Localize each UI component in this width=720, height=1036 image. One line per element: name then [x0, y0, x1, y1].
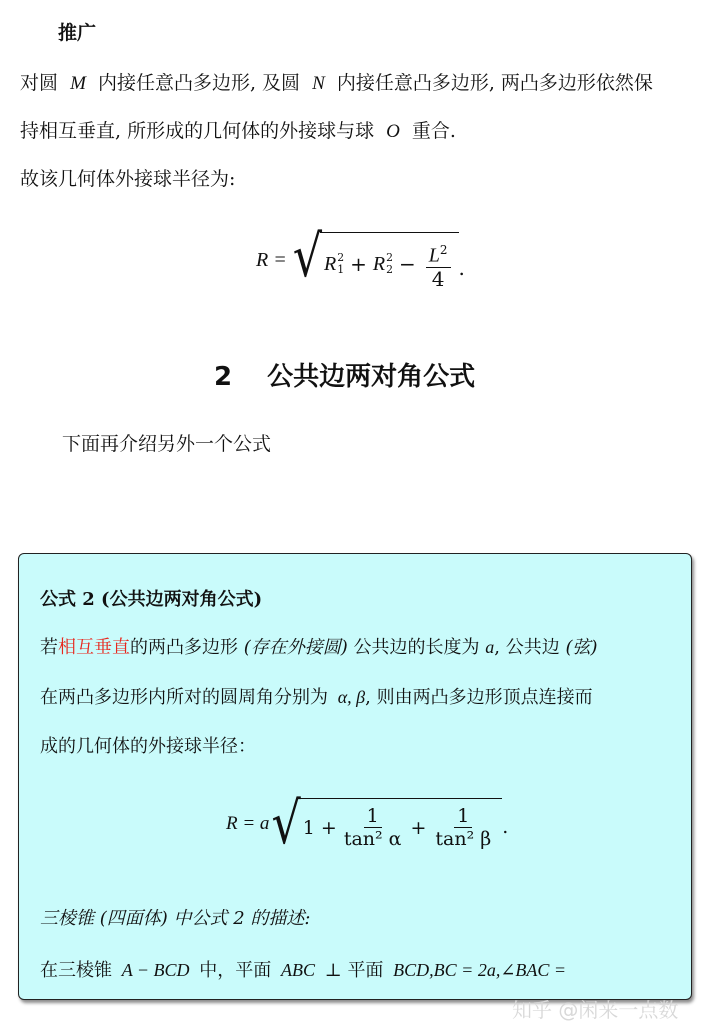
box-line-1 [40, 634, 597, 661]
numerator: 1 [364, 805, 382, 828]
text: , 公共边 [494, 637, 560, 658]
text: 内接任意凸多边形, 两凸多边形依然保 [336, 72, 653, 94]
box-line-3: 成的几何体的外接球半径： [40, 736, 256, 757]
section-lead: 下面再介绍另外一个公式 [62, 433, 272, 455]
formula-radius-tan [226, 789, 509, 857]
math-n: N [312, 73, 325, 94]
sqrt-symbol [271, 789, 502, 857]
math-pyramid: A − BCD [121, 960, 190, 980]
r2: R [372, 252, 386, 275]
exp: 2 [439, 243, 448, 257]
sqrt-body [299, 798, 503, 850]
perp-symbol: ⊥ [324, 960, 342, 981]
formula-lhs: R = [256, 249, 287, 272]
highlight-perpendicular: 相互垂直 [58, 637, 130, 658]
text: 平面 [347, 960, 384, 981]
minus: − [399, 252, 416, 277]
watermark: 知乎 @闲来一点数 [512, 998, 679, 1022]
plus: + [410, 816, 427, 839]
denominator: tan² β [435, 828, 492, 850]
period: . [458, 255, 465, 280]
text: 持相互垂直, 所形成的几何体的外接球与球 [20, 120, 375, 142]
text: , 则由两凸多边形顶点连接而 [365, 687, 593, 708]
denominator: tan² α [343, 828, 402, 850]
text-italic: (存在外接圆) [243, 637, 348, 658]
text: 在三棱锥 [40, 960, 112, 981]
math-alpha-beta: α, β [337, 687, 366, 707]
exp: 2 [386, 251, 394, 265]
math-a: a [485, 637, 495, 657]
numerator: L [428, 244, 440, 267]
denominator: 4 [431, 266, 445, 291]
text: 的两凸多边形 [130, 637, 238, 658]
text: 在两凸多边形内所对的圆周角分别为 [40, 687, 328, 708]
period: . [502, 816, 509, 838]
box-title: 公式 2 (公共边两对角公式) [40, 589, 263, 610]
math-abc: ABC [281, 960, 316, 980]
fraction-l2-over-4 [426, 239, 451, 290]
text-italic: (弦) [565, 637, 598, 658]
box-line-2 [40, 684, 593, 711]
math-bcd: BCD,BC = 2a,∠BAC = [393, 960, 567, 980]
r1: R [324, 252, 337, 275]
text: 对圆 [20, 72, 59, 94]
formula-outer-radius [256, 222, 465, 291]
sub: 1 [337, 263, 345, 277]
formula-lhs: R = a [226, 813, 270, 834]
section-number: 2 [214, 362, 233, 392]
exp: 2 [337, 251, 345, 265]
plus: + [350, 252, 367, 277]
paragraph-line-2 [20, 118, 456, 145]
fraction-beta [432, 805, 494, 850]
sub: 2 [386, 263, 394, 277]
text: 内接任意凸多边形, 及圆 [97, 72, 301, 94]
section-title-text: 公共边两对角公式 [267, 362, 476, 392]
text: 公共边的长度为 [353, 637, 480, 658]
box-line-4: 三棱锥 (四面体) 中公式 2 的描述: [40, 908, 311, 929]
text: 若 [40, 637, 58, 658]
text: 中，平面 [199, 960, 272, 981]
paragraph-line-1 [20, 70, 653, 97]
math-o: O [386, 121, 400, 142]
text: 重合. [411, 120, 456, 142]
paragraph-line-3: 故该几何体外接球半径为: [20, 168, 236, 190]
one-plus: 1 + [302, 816, 337, 839]
section-title [214, 356, 475, 393]
formula-box [18, 553, 692, 1000]
sqrt-symbol [292, 222, 459, 291]
sqrt-body [320, 232, 459, 290]
fraction-alpha [341, 805, 405, 850]
radical-sign: √ [271, 789, 301, 857]
box-line-5 [40, 957, 566, 984]
math-m: M [70, 73, 86, 94]
radical-sign: √ [292, 222, 323, 290]
section-heading-generalization: 推广 [58, 22, 97, 44]
numerator: 1 [454, 805, 472, 828]
